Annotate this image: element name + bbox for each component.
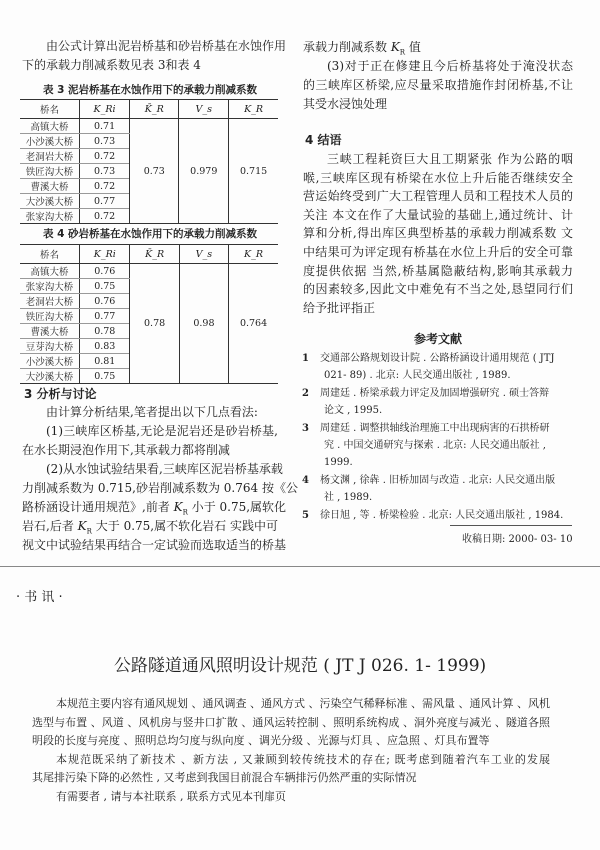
column-header: K_R — [229, 100, 278, 119]
text-line: 有需要者 , 请与本社联系 , 联系方式见本刊扉页 — [56, 789, 286, 803]
reference-line: 交通部公路规划设计院 . 公路桥涵设计通用规范 ( JTJ — [320, 353, 555, 364]
reference-number: 1 — [302, 353, 309, 364]
bridge-name: 铁匠沟大桥 — [20, 164, 79, 179]
bridge-name: 高镇大桥 — [20, 264, 80, 279]
text-line: 承载力削减系数 $K_R$ 值 — [303, 40, 421, 57]
text-line: 其尾排污染下降的必然性 , 又考虑到我国目前混合车辆排污仍然严重的实际情况 — [32, 771, 417, 784]
bridge-name: 小沙溪大桥 — [20, 134, 79, 149]
column-header: K_R — [229, 245, 278, 264]
section4-body — [303, 150, 573, 317]
text-line: 由公式计算出泥岩桥基和砂岩桥基在水蚀作用 — [46, 39, 287, 53]
kri-value: 0.77 — [79, 194, 129, 209]
mean-kr: 0.78 — [130, 264, 179, 384]
kr-value: 0.764 — [229, 264, 278, 384]
table3-caption: 表 3 泥岩桥基在水蚀作用下的承载力削减系数 — [42, 84, 258, 96]
text-line: 度提供依据 当然,桥基属隐蔽结构,影响其承载力 — [303, 263, 573, 278]
kri-value: 0.81 — [80, 354, 130, 369]
text-line: 喉,三峡库区现有桥梁在水位上升后能否继续安全 — [303, 170, 573, 185]
bridge-name: 豆芽沟大桥 — [20, 339, 80, 354]
table3 — [20, 99, 278, 224]
references-list — [302, 350, 578, 525]
reference-item — [302, 420, 578, 471]
reference-line: 周建廷 . 调整拱轴线治理施工中出现病害的石拱桥研 — [320, 423, 550, 434]
bridge-name: 曹溪大桥 — [20, 324, 80, 339]
table4-caption: 表 4 砂岩桥基在水蚀作用下的承载力削减系数 — [42, 228, 258, 240]
kri-value: 0.71 — [79, 119, 129, 134]
text-line: 算和分析,得出库区典型桥基的承载力削减系数 文 — [303, 226, 573, 241]
text-line: (2)从水蚀试验结果看,三峡库区泥岩桥基承载 — [46, 462, 283, 476]
bridge-name: 高镇大桥 — [20, 119, 79, 134]
bridge-name: 铁匠沟大桥 — [20, 309, 80, 324]
text-line: 力削减系数为 0.715,砂岩削减系数为 0.764 按《公 — [22, 481, 298, 495]
news-body — [32, 695, 550, 806]
section-divider — [0, 566, 600, 567]
reference-item — [302, 350, 578, 384]
bridge-name: 曹溪大桥 — [20, 179, 79, 194]
text-line: 视文中试验结果再结合一定试验而选取适当的桥基 — [22, 538, 287, 552]
intro-paragraph — [22, 37, 287, 75]
text-line: 明段的长度与亮度 、照明总均匀度与纵向度 、调光分级 、光源与灯具 、应急照 、灯具布置等 — [32, 734, 490, 747]
kri-value: 0.75 — [80, 369, 130, 384]
kri-value: 0.76 — [80, 294, 130, 309]
reference-line: 徐日旭 , 等 . 桥梁检验 . 北京: 人民交通出版社 , 1984. — [320, 510, 564, 521]
kri-value: 0.73 — [79, 134, 129, 149]
column-header: V_s — [179, 245, 228, 264]
column-header: V_s — [179, 100, 229, 119]
text-line: 营运始终受到广大工程管理人员和工程技术人员的 — [303, 189, 573, 204]
reference-item — [302, 472, 578, 506]
reference-line: 1999. — [324, 457, 353, 468]
references-title: 参考文献 — [413, 332, 462, 346]
reference-number: 5 — [302, 510, 309, 521]
reference-item — [302, 385, 578, 419]
table-header — [20, 100, 278, 119]
reference-line: 论文 , 1995. — [324, 405, 383, 416]
table4 — [20, 244, 278, 384]
text-line: 的三峡库区桥梁,应尽量采取措施作封闭桥基,不让 — [303, 78, 573, 92]
reference-line: 周建廷 . 桥梁承载力评定及加固增强研究 . 硕士答辩 — [320, 388, 550, 399]
text-line: 由计算分析结果,笔者提出以下几点看法: — [46, 405, 258, 419]
kri-value: 0.72 — [79, 179, 129, 194]
bridge-name: 老洞岩大桥 — [20, 294, 80, 309]
vs-value: 0.979 — [179, 119, 229, 224]
column-header: K_Ri — [80, 245, 130, 264]
kri-value: 0.78 — [80, 324, 130, 339]
received-divider — [450, 525, 572, 526]
reference-number: 4 — [302, 475, 309, 486]
section3-title: 3 分析与讨论 — [24, 387, 97, 401]
mean-kr: 0.73 — [130, 119, 179, 224]
text-line: 岩石,后者 $K_R$ 大于 0.75,属不软化岩石 实践中可 — [22, 519, 278, 536]
section3-body — [22, 403, 298, 555]
bridge-name: 老洞岩大桥 — [20, 149, 79, 164]
kri-value: 0.83 — [80, 339, 130, 354]
continued-paragraph — [303, 38, 573, 114]
column-header: K_Ri — [79, 100, 129, 119]
kri-value: 0.72 — [79, 209, 129, 224]
reference-number: 3 — [302, 423, 309, 434]
text-line: 本规范既采纳了新技术 、新方法 , 又兼顾到较传统技术的存在; 既考虑到随着汽车工业的发展 — [56, 752, 550, 766]
column-header: K̄_R — [130, 245, 179, 264]
text-line: (3)对于正在修建且今后桥基将处于淹没状态 — [327, 59, 573, 73]
bridge-name: 小沙溪大桥 — [20, 354, 80, 369]
reference-line: 社 , 1989. — [324, 492, 373, 503]
text-line: 本规范主要内容有通风规划 、通风调查 、通风方式 、污染空气稀释标准 、需风量 、通风计算 、风机 — [56, 697, 550, 710]
kri-value: 0.73 — [79, 164, 129, 179]
table-row — [20, 264, 278, 279]
reference-item — [302, 507, 578, 524]
kri-value: 0.76 — [80, 264, 130, 279]
section4-title: 4 结语 — [305, 133, 342, 147]
kri-value: 0.72 — [79, 149, 129, 164]
bridge-name: 张家沟大桥 — [20, 209, 79, 224]
bridge-name: 大沙溪大桥 — [20, 369, 80, 384]
reference-line: 究 . 中国交通研究与探索 . 北京: 人民交通出版社 , — [324, 440, 546, 451]
text-line: 下的承载力削减系数见表 3和表 4 — [22, 58, 201, 72]
text-line: 中结果可为评定现有桥基在水位上升后的安全可靠 — [303, 244, 573, 259]
reference-line: 杨文渊 , 徐犇 . 旧桥加固与改造 . 北京: 人民交通出版 — [320, 475, 556, 486]
text-line: 选型与布置 、风道 、风机房与竖井口扩散 、通风运转控制 、照明系统构成 、洞外亮度与减光 、隧道各照 — [32, 715, 550, 729]
column-header: 桥名 — [20, 245, 80, 264]
news-label: · 书 讯 · — [16, 590, 63, 605]
text-line: 在水长期浸泡作用下,其承载力都将削减 — [22, 443, 230, 457]
bridge-name: 张家沟大桥 — [20, 279, 80, 294]
column-header: 桥名 — [20, 100, 79, 119]
text-line: 路桥涵设计通用规范》,前者 $K_R$ 小于 0.75,属软化 — [22, 500, 287, 517]
text-line: 其受水浸蚀处理 — [303, 97, 388, 111]
table-header — [20, 245, 278, 264]
text-line: 三峡工程耗资巨大且工期紧张 作为公路的咽 — [327, 152, 573, 166]
reference-number: 2 — [302, 388, 309, 399]
text-line: 的因素较多,因此文中难免有不当之处,恳望同行们 — [303, 282, 573, 297]
kr-value: 0.715 — [229, 119, 278, 224]
text-line: 给予批评指正 — [303, 300, 376, 315]
table-row — [20, 119, 278, 134]
kri-value: 0.77 — [80, 309, 130, 324]
vs-value: 0.98 — [179, 264, 228, 384]
column-header: K̄_R — [130, 100, 179, 119]
text-line: 关注 本文在作了大量试验的基础上,通过统计、计 — [303, 207, 573, 222]
news-title: 公路隧道通风照明设计规范 ( JT J 026. 1- 1999) — [113, 656, 487, 676]
bridge-name: 大沙溪大桥 — [20, 194, 79, 209]
reference-line: 021- 89) . 北京: 人民交通出版社 , 1989. — [324, 370, 511, 381]
received-date: 收稿日期: 2000- 03- 10 — [462, 534, 573, 545]
text-line: (1)三峡库区桥基,无论是泥岩还是砂岩桥基, — [46, 424, 278, 438]
kri-value: 0.75 — [80, 279, 130, 294]
